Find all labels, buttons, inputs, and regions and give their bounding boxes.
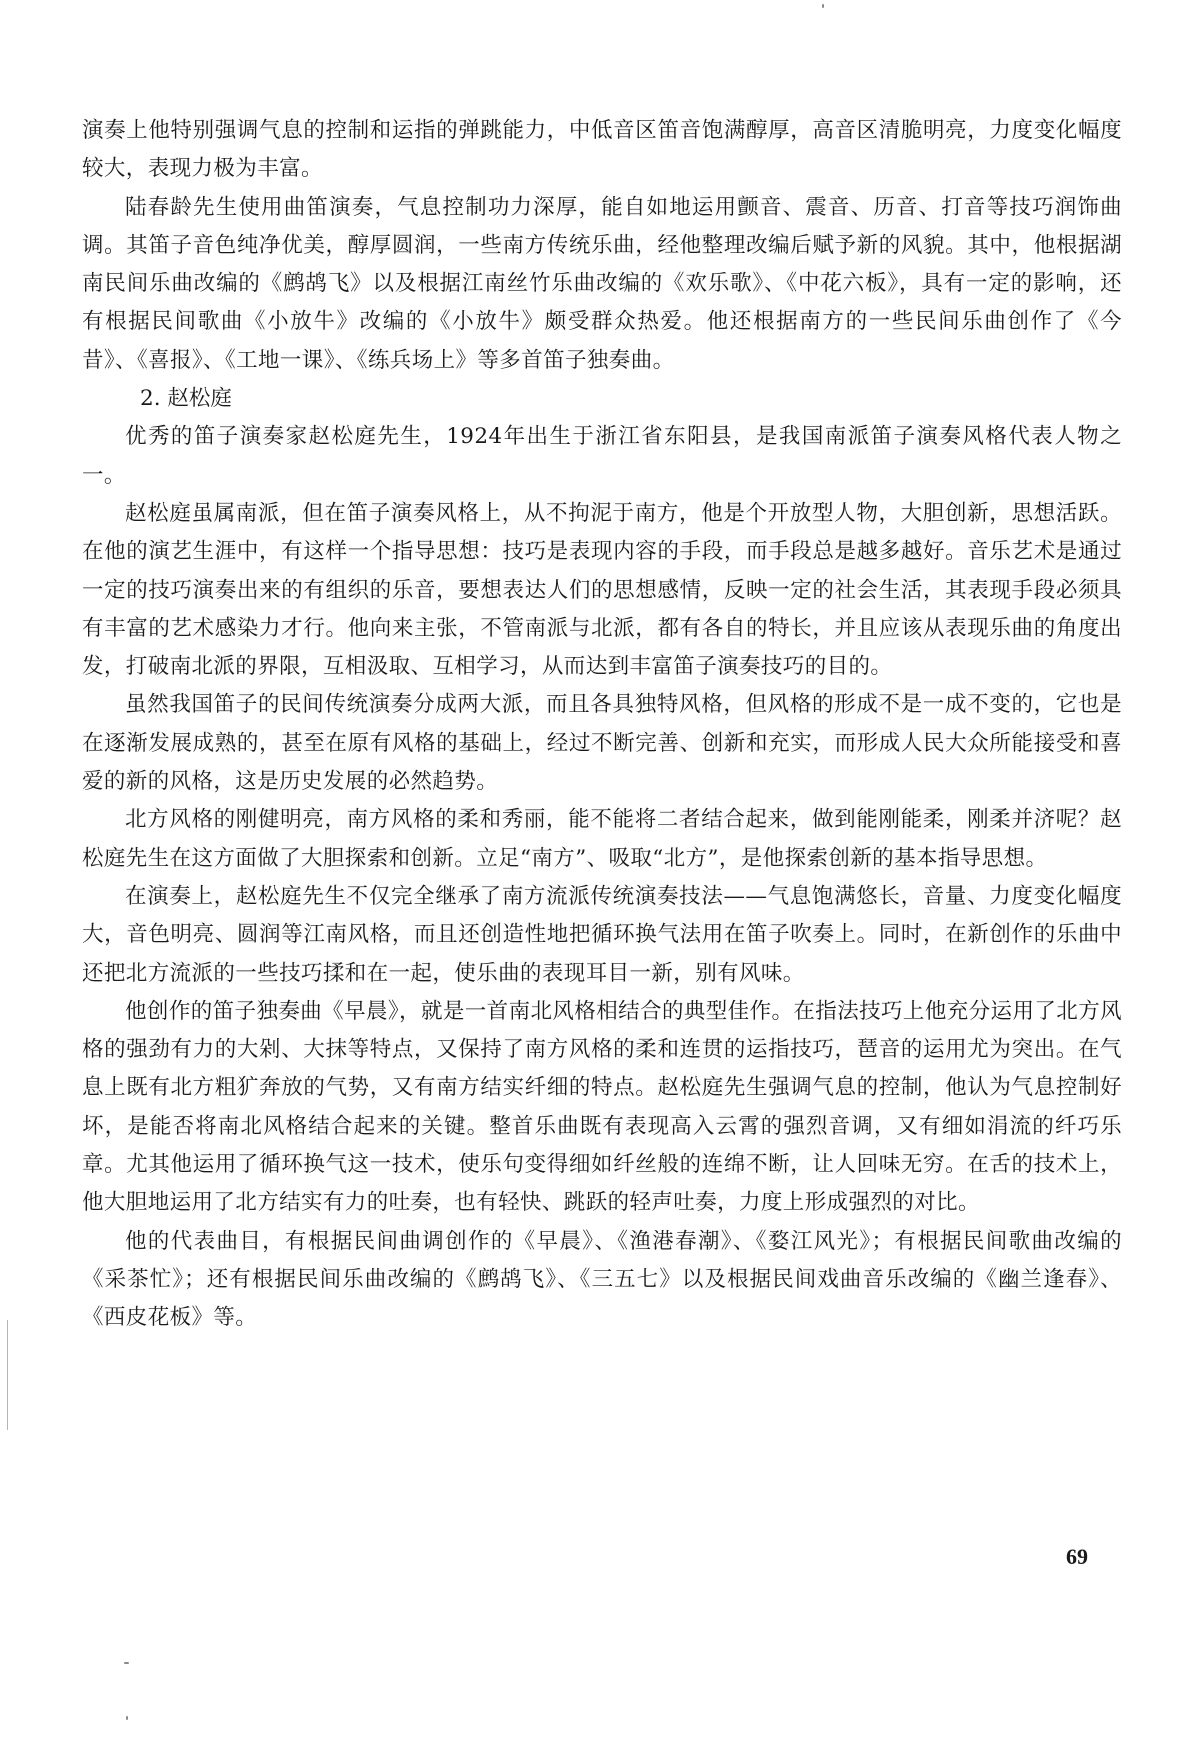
paragraph: 他的代表曲目，有根据民间曲调创作的《早晨》、《渔港春潮》、《婺江风光》；有根据民间歌曲改编的《采茶忙》；还有根据民间乐曲改编的《鹧鸪飞》、《三五七》以及根据民间戏曲音乐改编的《幽兰逢春》、《西皮花板》等。 xyxy=(82,1228,1122,1331)
paragraph: 他创作的笛子独奏曲《早晨》，就是一首南北风格相结合的典型佳作。在指法技巧上他充分运用了北方风格的强劲有力的大剁、大抹等特点，又保持了南方风格的柔和连贯的运指技巧，琶音的运用尤为突出。在气息上既有北方粗犷奔放的气势，又有南方结实纤细的特点。赵松庭先生强调气息的控制，他认为气息控制好坏，是能否将南北风格结合起来的关键。整首乐曲既有表现高入云霄的强烈音调，又有细如涓流的纤巧乐章。尤其他运用了循环换气这一技术，使乐句变得细如纤丝般的连绵不断，让人回味无穷。在舌的技术上，他大胆地运用了北方结实有力的吐奏，也有轻快、跳跃的轻声吐奏，力度上形成强烈的对比。 xyxy=(82,998,1122,1216)
paragraph: 优秀的笛子演奏家赵松庭先生，1924年出生于浙江省东阳县，是我国南派笛子演奏风格代表人物之一。 xyxy=(82,424,1122,488)
paragraph: 演奏上他特别强调气息的控制和运指的弹跳能力，中低音区笛音饱满醇厚，高音区清脆明亮，力度变化幅度较大，表现力极为丰富。 xyxy=(82,118,1122,182)
paragraph: 虽然我国笛子的民间传统演奏分成两大派，而且各具独特风格，但风格的形成不是一成不变的，它也是在逐渐发展成熟的，甚至在原有风格的基础上，经过不断完善、创新和充实，而形成人民大众所能接受和喜爱的新的风格，这是历史发展的必然趋势。 xyxy=(82,692,1122,795)
scan-speck xyxy=(124,1662,129,1664)
paragraph: 北方风格的刚健明亮，南方风格的柔和秀丽，能不能将二者结合起来，做到能刚能柔，刚柔并济呢？赵松庭先生在这方面做了大胆探索和创新。立足“南方”、吸取“北方”，是他探索创新的基本指导思想。 xyxy=(82,807,1122,871)
paragraph: 陆春龄先生使用曲笛演奏，气息控制功力深厚，能自如地运用颤音、震音、历音、打音等技巧润饰曲调。其笛子音色纯净优美，醇厚圆润，一些南方传统乐曲，经他整理改编后赋予新的风貌。其中，他根据湖南民间乐曲改编的《鹧鸪飞》以及根据江南丝竹乐曲改编的《欢乐歌》、《中花六板》，具有一定的影响，还有根据民间歌曲《小放牛》改编的《小放牛》颇受群众热爱。他还根据南方的一些民间乐曲创作了《今昔》、《喜报》、《工地一课》、《练兵场上》等多首笛子独奏曲。 xyxy=(82,194,1122,373)
scan-edge-line xyxy=(7,1320,8,1430)
scan-speck xyxy=(126,1716,128,1720)
page-number: 69 xyxy=(1066,1544,1088,1569)
section-heading: 2. 赵松庭 xyxy=(140,386,232,412)
scan-speck xyxy=(822,4,824,8)
paragraph: 在演奏上，赵松庭先生不仅完全继承了南方流派传统演奏技法——气息饱满悠长，音量、力度变化幅度大，音色明亮、圆润等江南风格，而且还创造性地把循环换气法用在笛子吹奏上。同时，在新创作的乐曲中还把北方流派的一些技巧揉和在一起，使乐曲的表现耳目一新，别有风味。 xyxy=(82,883,1122,986)
paragraph: 赵松庭虽属南派，但在笛子演奏风格上，从不拘泥于南方，他是个开放型人物，大胆创新，思想活跃。在他的演艺生涯中，有这样一个指导思想：技巧是表现内容的手段，而手段总是越多越好。音乐艺术是通过一定的技巧演奏出来的有组织的乐音，要想表达人们的思想感情，反映一定的社会生活，其表现手段必须具有丰富的艺术感染力才行。他向来主张，不管南派与北派，都有各自的特长，并且应该从表现乐曲的角度出发，打破南北派的界限，互相汲取、互相学习，从而达到丰富笛子演奏技巧的目的。 xyxy=(82,500,1122,680)
body-text xyxy=(82,112,1122,1338)
